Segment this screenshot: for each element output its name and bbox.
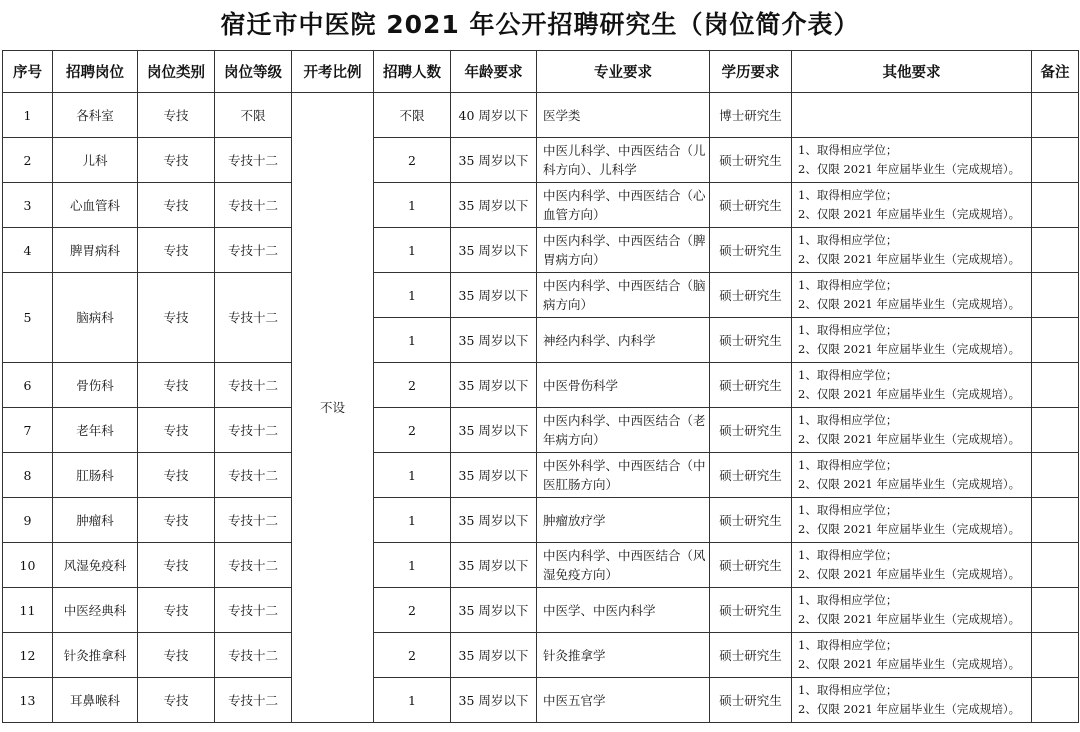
- cell-education: 硕士研究生: [710, 273, 792, 318]
- table-row: [3, 273, 1079, 318]
- table-row: [3, 408, 1079, 453]
- cell-remark: [1032, 363, 1079, 408]
- cell-age: 35 周岁以下: [451, 273, 537, 318]
- cell-seq: 10: [3, 543, 53, 588]
- table-row: [3, 93, 1079, 138]
- table-row: [3, 633, 1079, 678]
- table-header-row: [3, 51, 1079, 93]
- cell-level: 专技十二: [215, 408, 292, 453]
- cell-age: 35 周岁以下: [451, 228, 537, 273]
- cell-age: 40 周岁以下: [451, 93, 537, 138]
- table-row: [3, 453, 1079, 498]
- cell-major: 肿瘤放疗学: [537, 498, 710, 543]
- cell-post: 耳鼻喉科: [53, 678, 138, 723]
- cell-seq: 9: [3, 498, 53, 543]
- cell-level: 专技十二: [215, 543, 292, 588]
- cell-other: 1、取得相应学位； 2、仅限 2021 年应届毕业生（完成规培）。: [792, 543, 1032, 588]
- cell-other: 1、取得相应学位； 2、仅限 2021 年应届毕业生（完成规培）。: [792, 273, 1032, 318]
- cell-count: 不限: [374, 93, 451, 138]
- cell-education: 硕士研究生: [710, 453, 792, 498]
- cell-major: 中医儿科学、中西医结合（儿科方向）、儿科学: [537, 138, 710, 183]
- cell-level: 专技十二: [215, 588, 292, 633]
- cell-post: 老年科: [53, 408, 138, 453]
- header-major: 专业要求: [537, 51, 710, 93]
- cell-age: 35 周岁以下: [451, 318, 537, 363]
- cell-age: 35 周岁以下: [451, 498, 537, 543]
- table-body: [3, 93, 1079, 723]
- table-row: [3, 138, 1079, 183]
- cell-major: 神经内科学、内科学: [537, 318, 710, 363]
- header-post: 招聘岗位: [53, 51, 138, 93]
- cell-remark: [1032, 228, 1079, 273]
- cell-remark: [1032, 588, 1079, 633]
- cell-seq: 6: [3, 363, 53, 408]
- cell-major: 中医外科学、中西医结合（中医肛肠方向）: [537, 453, 710, 498]
- cell-post: 风湿免疫科: [53, 543, 138, 588]
- cell-category: 专技: [138, 633, 215, 678]
- cell-seq: 2: [3, 138, 53, 183]
- cell-remark: [1032, 678, 1079, 723]
- cell-post: 脾胃病科: [53, 228, 138, 273]
- cell-remark: [1032, 318, 1079, 363]
- header-ratio: 开考比例: [292, 51, 374, 93]
- cell-education: 硕士研究生: [710, 498, 792, 543]
- header-seq: 序号: [3, 51, 53, 93]
- cell-other: 1、取得相应学位； 2、仅限 2021 年应届毕业生（完成规培）。: [792, 633, 1032, 678]
- cell-seq: 5: [3, 273, 53, 363]
- cell-age: 35 周岁以下: [451, 588, 537, 633]
- cell-post: 针灸推拿科: [53, 633, 138, 678]
- header-education: 学历要求: [710, 51, 792, 93]
- cell-category: 专技: [138, 363, 215, 408]
- cell-count: 2: [374, 588, 451, 633]
- header-remark: 备注: [1032, 51, 1079, 93]
- cell-count: 1: [374, 678, 451, 723]
- header-count: 招聘人数: [374, 51, 451, 93]
- cell-category: 专技: [138, 678, 215, 723]
- cell-other: 1、取得相应学位； 2、仅限 2021 年应届毕业生（完成规培）。: [792, 183, 1032, 228]
- cell-education: 硕士研究生: [710, 363, 792, 408]
- cell-major: 中医骨伤科学: [537, 363, 710, 408]
- table-row: [3, 363, 1079, 408]
- cell-count: 2: [374, 633, 451, 678]
- cell-category: 专技: [138, 138, 215, 183]
- cell-remark: [1032, 138, 1079, 183]
- cell-remark: [1032, 183, 1079, 228]
- cell-level: 专技十二: [215, 363, 292, 408]
- table-row: [3, 183, 1079, 228]
- cell-post: 儿科: [53, 138, 138, 183]
- cell-age: 35 周岁以下: [451, 543, 537, 588]
- cell-post: 肛肠科: [53, 453, 138, 498]
- cell-education: 硕士研究生: [710, 228, 792, 273]
- cell-post: 中医经典科: [53, 588, 138, 633]
- cell-post: 心血管科: [53, 183, 138, 228]
- job-posting-table: [2, 50, 1079, 723]
- table-row: [3, 498, 1079, 543]
- cell-education: 硕士研究生: [710, 138, 792, 183]
- cell-other: 1、取得相应学位； 2、仅限 2021 年应届毕业生（完成规培）。: [792, 498, 1032, 543]
- cell-remark: [1032, 273, 1079, 318]
- cell-other: 1、取得相应学位； 2、仅限 2021 年应届毕业生（完成规培）。: [792, 318, 1032, 363]
- cell-category: 专技: [138, 453, 215, 498]
- table-row: [3, 543, 1079, 588]
- table-row: [3, 588, 1079, 633]
- cell-education: 硕士研究生: [710, 183, 792, 228]
- cell-level: 专技十二: [215, 138, 292, 183]
- cell-major: 针灸推拿学: [537, 633, 710, 678]
- cell-major: 中医内科学、中西医结合（心血管方向）: [537, 183, 710, 228]
- cell-other: 1、取得相应学位； 2、仅限 2021 年应届毕业生（完成规培）。: [792, 678, 1032, 723]
- cell-seq: 4: [3, 228, 53, 273]
- table-row: [3, 678, 1079, 723]
- cell-category: 专技: [138, 543, 215, 588]
- cell-post: 肿瘤科: [53, 498, 138, 543]
- cell-count: 1: [374, 543, 451, 588]
- cell-seq: 3: [3, 183, 53, 228]
- header-age: 年龄要求: [451, 51, 537, 93]
- cell-count: 1: [374, 273, 451, 318]
- cell-count: 1: [374, 228, 451, 273]
- header-other: 其他要求: [792, 51, 1032, 93]
- cell-major: 中医内科学、中西医结合（风湿免疫方向）: [537, 543, 710, 588]
- cell-seq: 13: [3, 678, 53, 723]
- cell-other: 1、取得相应学位； 2、仅限 2021 年应届毕业生（完成规培）。: [792, 408, 1032, 453]
- cell-level: 不限: [215, 93, 292, 138]
- cell-category: 专技: [138, 183, 215, 228]
- cell-seq: 11: [3, 588, 53, 633]
- cell-education: 硕士研究生: [710, 543, 792, 588]
- cell-seq: 12: [3, 633, 53, 678]
- cell-education: 硕士研究生: [710, 318, 792, 363]
- cell-other: 1、取得相应学位； 2、仅限 2021 年应届毕业生（完成规培）。: [792, 363, 1032, 408]
- cell-count: 1: [374, 318, 451, 363]
- cell-remark: [1032, 633, 1079, 678]
- cell-age: 35 周岁以下: [451, 678, 537, 723]
- cell-education: 硕士研究生: [710, 633, 792, 678]
- cell-major: 中医内科学、中西医结合（脾胃病方向）: [537, 228, 710, 273]
- cell-level: 专技十二: [215, 183, 292, 228]
- cell-category: 专技: [138, 498, 215, 543]
- cell-category: 专技: [138, 273, 215, 363]
- cell-category: 专技: [138, 228, 215, 273]
- cell-other: 1、取得相应学位； 2、仅限 2021 年应届毕业生（完成规培）。: [792, 228, 1032, 273]
- cell-education: 博士研究生: [710, 93, 792, 138]
- cell-category: 专技: [138, 588, 215, 633]
- cell-count: 2: [374, 363, 451, 408]
- cell-education: 硕士研究生: [710, 678, 792, 723]
- table-row: [3, 228, 1079, 273]
- cell-seq: 7: [3, 408, 53, 453]
- cell-education: 硕士研究生: [710, 408, 792, 453]
- header-level: 岗位等级: [215, 51, 292, 93]
- cell-level: 专技十二: [215, 453, 292, 498]
- cell-remark: [1032, 453, 1079, 498]
- cell-remark: [1032, 408, 1079, 453]
- cell-level: 专技十二: [215, 678, 292, 723]
- cell-count: 2: [374, 408, 451, 453]
- cell-other: 1、取得相应学位； 2、仅限 2021 年应届毕业生（完成规培）。: [792, 138, 1032, 183]
- cell-seq: 1: [3, 93, 53, 138]
- cell-age: 35 周岁以下: [451, 408, 537, 453]
- cell-age: 35 周岁以下: [451, 363, 537, 408]
- cell-other: [792, 93, 1032, 138]
- cell-major: 中医内科学、中西医结合（脑病方向）: [537, 273, 710, 318]
- cell-other: 1、取得相应学位； 2、仅限 2021 年应届毕业生（完成规培）。: [792, 453, 1032, 498]
- cell-age: 35 周岁以下: [451, 138, 537, 183]
- cell-remark: [1032, 543, 1079, 588]
- cell-major: 中医内科学、中西医结合（老年病方向）: [537, 408, 710, 453]
- cell-level: 专技十二: [215, 228, 292, 273]
- header-category: 岗位类别: [138, 51, 215, 93]
- cell-category: 专技: [138, 408, 215, 453]
- cell-remark: [1032, 498, 1079, 543]
- cell-count: 1: [374, 453, 451, 498]
- cell-count: 1: [374, 498, 451, 543]
- cell-ratio-merged: 不设: [292, 93, 374, 723]
- cell-age: 35 周岁以下: [451, 633, 537, 678]
- cell-level: 专技十二: [215, 633, 292, 678]
- cell-major: 中医学、中医内科学: [537, 588, 710, 633]
- cell-remark: [1032, 93, 1079, 138]
- cell-seq: 8: [3, 453, 53, 498]
- cell-age: 35 周岁以下: [451, 183, 537, 228]
- cell-age: 35 周岁以下: [451, 453, 537, 498]
- cell-level: 专技十二: [215, 273, 292, 363]
- cell-category: 专技: [138, 93, 215, 138]
- cell-count: 1: [374, 183, 451, 228]
- cell-major: 中医五官学: [537, 678, 710, 723]
- document-title: 宿迁市中医院 2021 年公开招聘研究生（岗位简介表）: [220, 10, 860, 39]
- cell-education: 硕士研究生: [710, 588, 792, 633]
- cell-level: 专技十二: [215, 498, 292, 543]
- cell-post: 脑病科: [53, 273, 138, 363]
- cell-count: 2: [374, 138, 451, 183]
- cell-other: 1、取得相应学位； 2、仅限 2021 年应届毕业生（完成规培）。: [792, 588, 1032, 633]
- cell-major: 医学类: [537, 93, 710, 138]
- cell-post: 各科室: [53, 93, 138, 138]
- cell-post: 骨伤科: [53, 363, 138, 408]
